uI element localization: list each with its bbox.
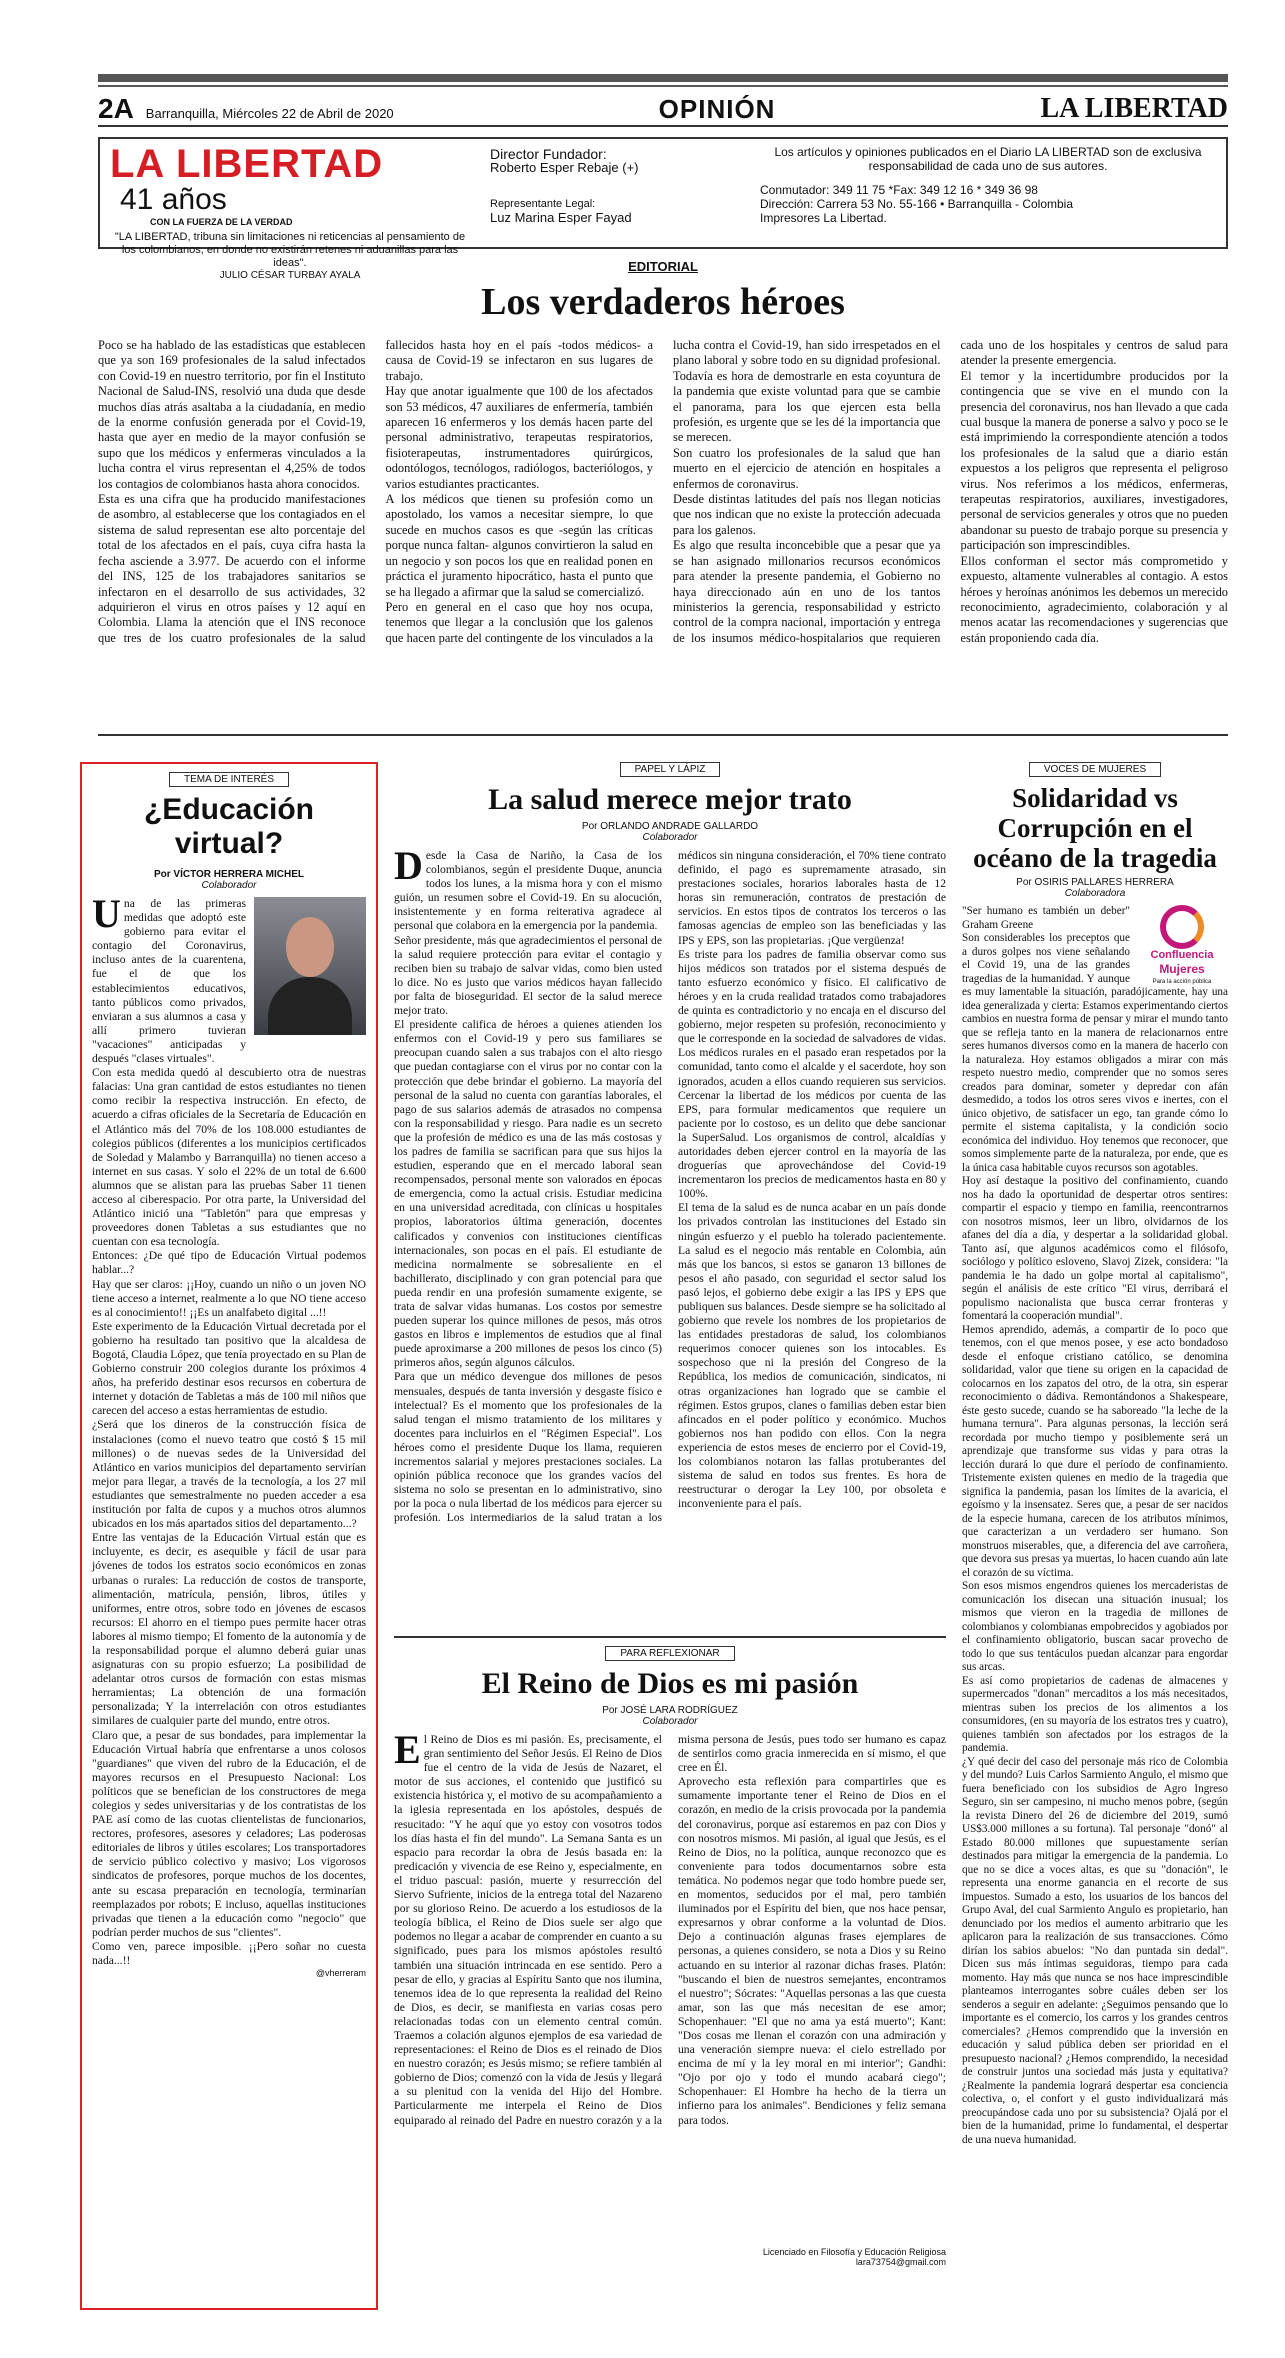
anniversary: 41 años — [120, 183, 227, 216]
paragraph: A los médicos que tienen su profesión como un apostolado, los vamos a necesitar siempre, lo que sucede en muchos casos es que -según las críticas porque nunca faltan- algunos convirtieron la salud en un negocio y son pocos los que en realidad ponen en práctica el juramento hipocrático, hasta el punto que se ha llegado a afirmar que la salud se comercializó. — [385, 492, 653, 599]
section-name: OPINIÓN — [658, 94, 776, 124]
responsibility-notice: Los artículos y opiniones publicados en el Diario LA LIBERTAD son de exclusiva responsabilidad de cada uno de sus autores. — [774, 145, 1202, 173]
article-body — [394, 1733, 946, 2243]
article-role: Colaborador — [642, 832, 698, 843]
masthead-info — [750, 139, 1226, 247]
paragraph: Aprovecho esta reflexión para compartirles que es sumamente importante tener el Reino de Dios en el corazón, en medio de la crisis provocada por la pandemia del coronavirus, porque así estaremos en paz con Dios y con nosotros mismos. Mi pasión, al igual que Jesús, es el Reino de Dios, no la política, aunque reconozco que es conveniente para todos documentarnos sobre esta temática. No podemos negar que todo hombre puede ser, en momentos, seducidos por el mal, pero también iluminados por el Espíritu del bien, que nos hace pensar, expresarnos y obrar conforme a la voluntad de Dios. Dejo a continuación algunas frases ejemplares de personas, a quienes considero, se nota a Dios y su Reino actuando en su interior al razonar dichas frases. Platón: "buscando el bien de nuestros semejantes, encontramos el nuestro"; Sócrates: "Aquellas personas a las que cuesta amar, son las que más necesitan de ese amor; Schopenhauer: "El que no ama ya está muerto"; Kant: "Dos cosas me llenan el corazón con una admiración y una veneración siempre nueva: el cielo estrellado por encima de mí y la ley moral en mi interior"; Gandhi: "Ojo por ojo y todo el mundo acabará ciego"; Schopenhauer: El Hombre ha hecho de la tierra un infierno para los animales". Bendiciones y feliz semana para todos. — [678, 1775, 946, 2127]
article-author: Por OSIRIS PALLARES HERRERA — [1016, 877, 1174, 888]
paragraph: El Reino de Dios es mi pasión. Es, precisamente, el gran sentimiento del Señor Jesús. El Reino de Dios fue el centro de la vida de Jesús de Nazaret, el motor de sus acciones, el contenido que justificó su existencia histórica y, el motivo de su acompañamiento a la iglesia representada en los apóstoles, después de resucitado: "Y he aquí que yo estoy con vosotros todos los días hasta el fin del mundo". La Semana Santa es un espacio para recordar la obra de Jesús basada en: la predicación y vivencia de ese Reino y, especialmente, en el triduo pascual: pasión, muerte y resurrección del Siervo Sufriente, inicios de la entrega total del Nazareno por su glorioso Reino. De acuerdo a los estudiosos de la teología bíblica, el Reino de Dios suele ser algo que podemos no llegar a acabar de comprender en cuanto a su significado, pues para los mismos apóstoles resultó también una situación intrincada en ese sentido. Pero a pesar de ello, y gracias al Espíritu Santo que nos ilumina, tenemos idea de lo que representa la realidad del Reino de Dios, es decir, se manifiesta en varias cosas pero relacionadas todas con un elemento central común. Traemos a colación algunos ejemplos de esa variedad de representaciones: el Reino de Dios es el reinado de Dios en nuestro corazón; es Jesús mismo; se refiere también al gobierno de Dios; comenzó con la vida de Jesús y llegará a su plenitud con la venida del Hijo del Hombre. Particularmente me interpela el Reino de Dios equiparado al reinado del Padre en nuestro corazón y a la misma persona de Jesús, pues todo ser humano es capaz de sentirlos como gracia inmerecida en sí mismo, el que cree en Él. — [394, 1733, 946, 2127]
paragraph: Pero en general en el caso que hoy nos ocupa, tenemos que llegar a la conclusión que los galenos que hacen parte del contingente de los vinculados a la lucha contra el Covid-19, han sido irrespetados en el plano laboral y sobre todo en su dignidad profesional. Todavía es hora de demostrarle en esta coyuntura de la pandemia que existe voluntad para que se cambie el panorama, para los que ejercen esta bella profesión, es urgente que se les dé la importancia que se merecen. — [385, 338, 941, 645]
article-title: ¿Educación virtual? — [143, 793, 315, 860]
drop-cap: D — [394, 849, 423, 888]
author-photo — [254, 897, 366, 1035]
article-title: El Reino de Dios es mi pasión — [481, 1667, 859, 1700]
article-author: Por JOSÉ LARA RODRÍGUEZ — [602, 1705, 738, 1716]
salud-article — [394, 762, 946, 1628]
article-tag: VOCES DE MUJERES — [1029, 762, 1161, 777]
masthead-quote: "LA LIBERTAD, tribuna sin limitaciones ni reticencias al pensamiento de los colombianos, en donde no existirán retenes ni aduanillas para las ideas". — [114, 231, 466, 269]
article-title: Solidaridad vs Corrupción en el océano de la tragedia — [973, 783, 1217, 873]
top-rule — [98, 74, 1228, 82]
newspaper-page — [92, 74, 1228, 2324]
paragraph: Para que un médico devengue dos millones de pesos mensuales, después de tanta inversión y desgaste físico e intelectual? Es el momento que los profesionales de la salud tengan el mismo tratamiento de los militares y docentes para incluirlos en el "Régimen Especial". Los héroes como el presidente Duque los llama, requieren incrementos salarial y mejores prestaciones sociales. La opinión pública reconoce que los grandes vacíos del sistema no solo se presentan en lo administrativo, sino por la poca o nula libertad de los médicos para ejercer su profesión. Los intermediarios de la salud tratan a los médicos sin ninguna consideración, el 70% tiene contrato definido, el pago es supremamente atrasado, sin prestaciones sociales, horarios laborales hasta de 12 horas sin remuneración, contratos de prestación de servicios. En estos tipos de contratos los terceros o las famosas agencias de empleo son las beneficiadas y las IPS y EPS, son las propietarias. ¡Que vergüenza! — [394, 849, 946, 1525]
lower-section — [92, 762, 1228, 2322]
paragraph: Son esos mismos engendros quienes los mercaderistas de comunicación los disecan una situación inusual; los mismos que vieron en la tragedia de millones de colombianos y colombianas empobrecidos y agobiados por el confinamiento obligatorio, buscan sacar provecho de todo lo que sus tentáculos puedan alcanzar para engordar sus arcas. — [962, 1580, 1228, 1673]
article-body — [394, 849, 946, 1589]
right-article — [962, 762, 1228, 2322]
editorial-body — [98, 338, 1228, 736]
paragraph: Son cuatro los profesionales de la salud que han muerto en el ejercicio de atención en hospitales a enfermos de coronavirus. — [673, 445, 941, 491]
paper-name: LA LIBERTAD — [1040, 93, 1228, 124]
paragraph: El temor y la incertidumbre producidos por la contingencia que se vive en el mundo con la presencia del coronavirus, nos han llevado a que cada cual busque la manera de ponerse a salvo y poco se le está imprimiendo la correspondiente atención a todos los profesionales de la salud que a diario están expuestos a los peligros que representa el peligroso virus. Nos referimos a los médicos, enfermeras, terapeutas respiratorios, auxiliares, investigadores, personal de servicios generales y otros que no pueden abandonar su puesto de trabajo porque su presencia y participación son imprescindibles. — [960, 368, 1228, 553]
article-body — [92, 891, 366, 1968]
founder-name: Roberto Esper Rebaje (+) — [490, 160, 639, 175]
paragraph: Esta es una cifra que ha producido manifestaciones de asombro, al establecerse que los contagiados en el sistema de salud representan ese alto porcentaje del total de los afectados en el país, cuya cifra hasta la fecha asciende a 3.977. De acuerdo con el informe del INS, 125 de los trabajadores sanitarios se infectaron en el desarrollo de sus actividades, 32 adquirieron el virus en otros países y 12 aquí en Colombia. Llama la atención que el INS reconoce que tres de los cuatro profesionales de la salud fallecidos hasta hoy en el país -todos médicos- a causa de Covid-19 se infectaron en sus lugares de trabajo. — [98, 338, 653, 645]
paragraph: Es algo que resulta inconcebible que a pesar que ya se han asignado millonarios recursos económicos para atender la presente pandemia, el Gobierno no haya direccionado aún en uno de los tantos ministerios la gerencia, responsabilidad y estricto control de la compra nacional, importación y entrega de los insumos médico-hospitalarios que requieren cada uno de los hospitales y centros de salud para atender la presente emergencia. — [673, 338, 1228, 645]
logo-line2: Mujeres — [1159, 961, 1205, 976]
brand-logo-text: LA LIBERTAD — [110, 142, 384, 186]
paragraph: El presidente califica de héroes a quienes atienden los enfermos con el Covid-19 y pero sus familiares se preocupan cuando salen a sus trabajos con el alto riesgo que puedan contagiarse con el virus por no contar con la protección que debe brindar el gobierno. La mayoría del personal de la salud no cuenta con garantías laborales, el pago de sus salarios además de atrasados no compensa con la responsabilidad y riesgo. Para nadie es un secreto que la profesión de médico es una de las más costosas y los padres de familia se sacrifican para que sus hijos la estudien, esperando que en el mercado laboral sean recompensados, personal mente son valorados en épocas de emergencia, como la actual crisis. Estudiar medicina en una universidad acreditada, con clínicas u hospitales propios, laboratorios última generación, docentes calificados y convenios con instituciones científicas internacionales, son pocas en el país. El estudiante de medicina normalmente se sobresaliente en el bachillerato, disciplinado y con gran potencial para que pueda rendir en una profesión sumamente exigente, se trata de salvar vidas humanas. Los costos por semestre pueden superar los quince millones de pesos, más otros gastos en libros e implementos de estudios que al final puede aproximarse a 200 millones de pesos los cinco (5) primeros años, según algunos cálculos. — [394, 1018, 662, 1370]
paragraph: Como ven, parece imposible. ¡¡Pero soñar no cuesta nada...!! — [92, 1939, 366, 1968]
logo-line3: Para la acción pública — [1152, 979, 1212, 985]
paragraph: "Ser humano es también un deber" Graham Greene — [962, 905, 1130, 931]
paragraph: Es así como propietarios de cadenas de almacenes y supermercados "donan" mercaditos a los más necesitados, mientras suben los precios de los alimentos a los consumidores, (en su mayoría de los estratos tres y cuatro), quienes también son afectados por los estragos de la pandemia. — [962, 1674, 1228, 1754]
paragraph: Son considerables los preceptos que a duros golpes nos viene señalando el Covid 19, una de las grandes tragedias de la humanidad. Y aunque es muy lamentable la situación, paradójicamente, hay una idea generalizada y cierta: Estamos experimentando ciertos cambios en nuestra forma de pensar y mirar el mundo tanto que se refleja tanto en la manera de relacionarnos entre seres humanos diversos como en la manera de hacerlo con la naturaleza. Hoy estamos obligados a mirar con más respeto nuestro medio, comprender que no somos seres creados para dominar, someter y depredar con afán desmedido, a todos los otros seres vivos e inertes, con el único objetivo, de satisfacer un ego, tan grande cómo lo permite el sistema capitalista, y la condición socio económica del individuo. Hoy tenemos que reconocer, que somos simplemente parte de la naturaleza, por ende, que es la única casa habitable cuyos recursos son agotables. — [962, 932, 1228, 1174]
left-article — [80, 762, 378, 2310]
paragraph: ¿Y qué decir del caso del personaje más rico de Colombia y del mundo? Luis Carlos Sarmiento Angulo, el mismo que fuera beneficiado con los subsidios de Agro Ingreso Seguro, sin ser campesino, ni mucho menos pobre, (según la revista Dinero del 26 de diciembre del 2019, sumó US$3.000 millones a su fortuna). Tal personaje "donó" al Estado 80.000 millones que supuestamente serían destinados para mitigar la emergencia de la pandemia. Lo que no se dice a voces altas, es que su "donación", le representa una enorme ganancia en el recorte de sus impuestos. Sumado a esto, los usuarios de los bancos del Grupo Aval, del cual Sarmiento Angulo es propietario, han denunciado por los medios el aumento arbitrario que les aplicaron para la realización de sus transacciones. Cómo dirían los sabios abuelos: "No dan puntada sin dedal". Dicen sus más íntimas seguidoras, tiempo para cada momento. Hay más que nunca se nos hace imprescindible planteamos interrogantes sobre cuáles deben ser los senderos a seguir en adelante: ¿Seguimos pensando que lo importante es el comercio, los carros y los grandes centros comerciales? ¿Hemos comprendido que la inversión en educación y salud pública deben ser prioridad en el presupuesto nacional? ¿Hemos comprendido, la necesidad de construir juntos una sociedad más justa y equitativa? ¿Realmente la pandemia logrará despertar esa conciencia colectiva, o, el confort y el gusto individualizará más preocupándose cada uno por su subsistencia? Ojalá por el bien de la humanidad, prime lo fundamental, el despertar de una nueva humanidad. — [962, 1755, 1228, 2146]
paragraph: Entre las ventajas de la Educación Virtual están que es incluyente, es decir, es asequible y fácil de usar para jóvenes de todos los estratos socio económicos en zonas urbanas o rurales: La reducción de costos de transporte, alimentación, matrícula, pensión, libros, útiles y uniformes, entre otros, sobre todo en jóvenes de escasos recursos: El ahorro en el tiempo pues permite hacer otras labores al mismo tiempo; El fomento de la autonomía y de la responsabilidad porque el alumno deberá guiar unas asignaturas con su propio esfuerzo; La posibilidad de adelantar otros cursos de formación con estas mismas herramientas; La obtención de una formación personalizada; Y la interrelación con otros estudiantes similares de cualquier parte del mundo, entre otros. — [92, 1531, 366, 1728]
article-role: Colaborador — [201, 880, 257, 891]
masthead-directors — [480, 139, 750, 247]
paragraph: Entonces: ¿De qué tipo de Educación Virtual podemos hablar...? — [92, 1249, 366, 1277]
author-credentials: Licenciado en Filosofía y Educación Religiosa — [762, 2247, 946, 2257]
paragraph: Ellos conforman el sector más comprometido y expuesto, altamente vulnerables al contagio. A estos héroes y heroínas anónimos les debemos un merecido reconocimiento, agradecimiento, colaboración y al menos acatar las recomendaciones y sugerencias que están proponiendo cada día. — [960, 553, 1228, 645]
paragraph: ¿Será que los dineros de la construcción física de instalaciones (como el nuevo teatro que costó $ 15 mil millones) o de nuevas sedes de la Universidad del Atlántico en varios municipios del departamento servirían mejor para llegar, a través de la tecnología, a los 27 mil estudiantes que semestralmente no pueden acceder a esa institución por falta de cupos y a muchos otros alumnos ubicados en los más apartados sitios del departamento...? — [92, 1418, 366, 1531]
paragraph: Es triste para los padres de familia observar como sus hijos médicos son tratados por el sistema después de tanto esfuerzo económico y físico. El calificativo de héroes y en la cruda realidad tratados como trabajadores de quinta es contradictorio y no encaja en el discurso del gobierno, mejor respeten su profesión, reconocimiento y que le corresponde en la sociedad de salvadores de vidas. Los médicos rurales en el pasado eran respetados por la comunidad, tanto como el alcalde y el sacerdote, hoy son ignorados, acuden a ellos cuando requieren sus servicios. Cercenar la libertad de los médicos por cuenta de las EPS, para formular medicamentos que requiere un paciente por lo costoso, es un delito que debe sancionar la SuperSalud. Los organismos de control, alcaldías y autoridades deben ejercer control en la mayoría de las droguerías que aprovechándose del Covid-19 incrementaron los precios de medicamentos hasta en 80 y 100%. — [678, 947, 946, 1201]
paragraph: El tema de la salud es de nunca acabar en un país donde los privados controlan las instituciones del Estado sin ningún esfuerzo y el pueblo ha tolerado pacientemente. La salud es el negocio más rentable en Colombia, aún más que los bancos, si estos se ganaron 13 billones de pesos el año pasado, con seguridad el sector salud los pasó lejos, el gobierno debe exigir a las IPS y EPS que publiquen sus balances. Desde siempre se ha solicitado al gobierno que revele los nombres de los propietarios de las entidades prestadoras de salud, los colombianos requerimos conocer quienes son los intocables. Es sospechoso que ni la presión del Congreso de la República, los medios de comunicación, sindicatos, ni otras organizaciones han logrado que se cambie el régimen. Estos grupos, clanes o familias deben estar bien afincados en el poder político y económico. Muchos gobiernos nos han podido con ellos. Con la negra experiencia de estos meses de encierro por el Covid-19, los colombianos notaron las fallas protuberantes del sistema de salud en todos sus frentes. Es hora de reestructurar o derogar la Ley 100, por obsoleta e inconveniente para el país. — [678, 1201, 946, 1511]
reino-article — [394, 1646, 946, 2267]
editorial-label: EDITORIAL — [628, 259, 698, 274]
section-divider — [394, 1636, 946, 1638]
founder-label: Director Fundador: — [490, 146, 607, 162]
legal-name: Luz Marina Esper Fayad — [490, 210, 632, 225]
paragraph: Este experimento de la Educación Virtual decretada por el gobierno ha resultado tan positivo que la alcaldesa de Bogotá, Claudia López, que tenía proyectado en su Plan de Gobierno construir 200 colegios durante los próximos 4 años, ha preferido destinar esos recursos en cobertura de internet y dotación de Tabletas a más de 100 mil niños que carecen del acceso a estas herramientas de estudio. — [92, 1319, 366, 1418]
article-body — [962, 905, 1228, 2315]
middle-column — [394, 762, 946, 2322]
paragraph: Una de las primeras medidas que adoptó este gobierno para evitar el contagio del Coronavirus, incluso antes de la cuarentena, fue el de que los establecimientos educativos, tanto públicos como privados, enviaran a sus alumnos a casa y allí primero tuvieran "vacaciones" anticipadas y después "clases virtuales". — [92, 891, 246, 1066]
paragraph: Hay que ser claros: ¡¡Hoy, cuando un niño o un joven NO tiene acceso a internet, realmente a lo que NO tiene acceso es al conocimiento!! ¡¡Es un analfabeto digital ...!! — [92, 1277, 366, 1319]
paragraph: Claro que, a pesar de sus bondades, para implementar la Educación Virtual habría que enfrentarse a unos colosos "guardianes" que viven del rubro de la Educación, el de mayores recursos en el Presupuesto Nacional: Los políticos que se benefician de los constructores de mega colegios y sedes universitarias y de los contratistas de los PAE así como de las cuotas clientelistas de funcionarios, rectores, profesores, asesores y celadores; Las poderosas editoriales de libros y útiles escolares; Los transportadores de servicio público colectivo y masivo; Los vigorosos sindicatos de profesores, porque muchos de los docentes, ante su escasa preparación en tecnología, terminarían reemplazados por robots; E incluso, aquellas instituciones privadas que tienen a la educación como "negocio" que podrían perder muchos de sus "clientes". — [92, 1728, 366, 1939]
article-tag: TEMA DE INTERÉS — [169, 772, 289, 787]
paragraph: Hay que anotar igualmente que 100 de los afectados son 53 médicos, 47 auxiliares de enfermería, también aparecen 16 enfermeros y los demás hacen parte del personal administrativo, terapeutas respiratorios, fisioterapeutas, instrumentadores quirúrgicos, odontólogos, tecnólogos, radiólogos, bacteriólogos, y varios estudiantes practicantes. — [385, 384, 653, 491]
confluencia-logo-icon — [1160, 905, 1204, 949]
article-title: La salud merece mejor trato — [488, 783, 852, 816]
paragraph: Desde distintas latitudes del país nos llegan noticias que nos indican que no existe la protección adecuada para los galenos. — [673, 492, 941, 537]
edition-date: Barranquilla, Miércoles 22 de Abril de 2020 — [145, 106, 394, 121]
phone-numbers: Conmutador: 349 11 75 *Fax: 349 12 16 * 349 36 98 — [760, 183, 1038, 197]
drop-cap: E — [394, 1733, 421, 1772]
paragraph: Señor presidente, más que agradecimientos el personal de la salud requiere protección para evitar el contagio y reciben bien su trabajo de salvar vidas, como bien usted lo dice. No es justo que varios médicos hayan fallecido por falta de bioseguridad. El sector de la salud merece mejor trato. — [394, 933, 662, 1018]
paragraph: Poco se ha hablado de las estadísticas que establecen que ya son 169 profesionales de la salud infectados con Covid-19 en nuestro territorio, por fin el Instituto Nacional de Salud-INS, resolvió una duda que desde muchos días atrás asaltaba a la ciudadanía, en medio de la enorme confusión generada por el Covid-19, hasta que ayer en medio de la mayor confusión se supo que los médicos y enfermeras vinculados a la lucha contra el virus representan el 4,25% de todos los contagios de colombianos hasta ahora conocidos. — [98, 338, 366, 491]
legal-label: Representante Legal: — [490, 198, 596, 210]
logo-line1: Confluencia — [1150, 949, 1214, 961]
quote-author: JULIO CÉSAR TURBAY AYALA — [219, 270, 361, 281]
article-author: Por VÍCTOR HERRERA MICHEL — [153, 869, 304, 880]
paragraph: Desde la Casa de Nariño, la Casa de los colombianos, según el presidente Duque, anuncia todos los lunes, a la misma hora y con el mismo guión, un resumen sobre el Covid-19. En su alocución, insistentemente y en forma reiterativa agradece al personal que colabora en la emergencia por la pandemia. — [394, 849, 662, 933]
page-number: 2A — [98, 93, 134, 124]
editorial-headline: Los verdaderos héroes — [481, 281, 845, 323]
folio-bar — [98, 87, 1228, 127]
address: Dirección: Carrera 53 No. 55-166 • Barranquilla - Colombia — [760, 197, 1074, 211]
author-signature: @vherreram — [315, 1968, 366, 1979]
paragraph: Hoy así destaque la positivo del confinamiento, cuando nos ha dado la oportunidad de despertar otros sentires: compartir el espacio y tiempo en familia, reencontrarnos con nosotros mismos, leer un libro, olvidarnos de los afanes del día a día, y despertar a la solidaridad global. Tanto así, que algunos académicos como el filósofo, sociólogo y político esloveno, Slavoj Zizek, considera: "la pandemia le ha dado un golpe mortal al capitalismo", según el análisis de este crítico "El virus, derribará el populismo nacionalista que busca cerrar fronteras y fomentará la cooperación mundial". — [962, 1175, 1228, 1322]
brand-tagline: CON LA FUERZA DE LA VERDAD — [150, 217, 293, 227]
author-email[interactable]: lara73754@gmail.com — [855, 2257, 946, 2267]
paragraph: Con esta medida quedó al descubierto otra de nuestras falacias: Una gran cantidad de estos estudiantes no tienen como recibir la respectiva instrucción. En efecto, de acuerdo a cifras oficiales de la Secretaría de Educación en el Atlántico más del 70% de los 108.000 estudiantes de colegios públicos (diferentes a los municipios certificados de Soledad y Malambo y Barranquilla) no tienen acceso a internet en sus casas. Y solo el 22% de un total de 6.600 alumnos que se alistan para las pruebas Saber 11 tienen acceso al ciberespacio. Por otra parte, la Universidad del Atlántico inició una "Tabletón" para que empresas y proveedores donen Tabletas a sus estudiantes que no cuentan con esa tecnología. — [92, 1066, 366, 1249]
article-role: Colaborador — [642, 1716, 698, 1727]
printer: Impresores La Libertad. — [760, 211, 887, 225]
confluencia-logo — [1136, 905, 1228, 985]
drop-cap: U — [92, 891, 121, 936]
article-role: Colaboradora — [1064, 888, 1126, 899]
folio-left — [98, 93, 394, 125]
paragraph: Hemos aprendido, además, a compartir de lo poco que tenemos, con el que menos posee, y ese acto bondadoso desde el enfoque cristiano católico, se denomina solidaridad, valor que tiene su origen en la capacidad de colocarnos en los zapatos del otro, de la otra, sin esperar reconocimiento o dádiva. Remontándonos a Shakespeare, éste gesto sucede, cuando se ha saboreado "la leche de la humana ternura". Para algunas personas, la lección será recordada por mucho tiempo y posiblemente será un aprendizaje que transforme sus vidas y para otras la lección durará lo que dure el período de confinamiento. Tristemente existen quienes en medio de la tragedia que significa la pandemia, pasan los límites de la avaricia, el egoísmo y la insensatez. Seres que, a pesar de ser nacidos de la especie humana, carecen de los atributos mínimos, que caracterizan a un verdadero ser humano. Son monstruos miserables, que, a diferencia del ave carroñera, que devora sus presas ya muertas, lo hacen cuando aún late el corazón de su víctima. — [962, 1323, 1228, 1579]
article-tag: PARA REFLEXIONAR — [605, 1646, 734, 1661]
masthead-logo — [100, 139, 480, 281]
article-author: Por ORLANDO ANDRADE GALLARDO — [581, 821, 759, 832]
article-tag: PAPEL Y LÁPIZ — [620, 762, 721, 777]
